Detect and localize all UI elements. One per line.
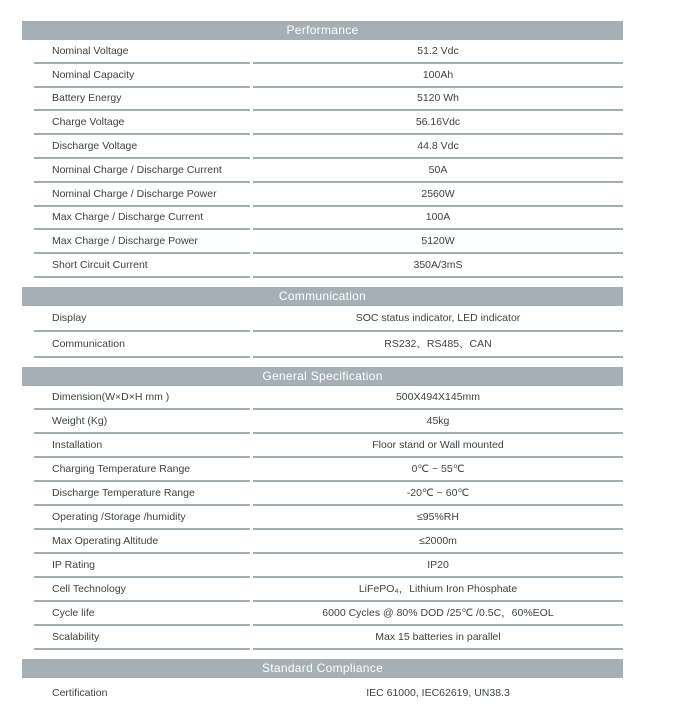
spec-value: RS232、RS485、CAN [253, 332, 623, 358]
spec-label: Discharge Voltage [34, 135, 250, 159]
spec-row [34, 530, 623, 554]
spec-row [34, 159, 623, 183]
spec-label: Scalability [34, 626, 250, 650]
spec-value: LiFePO₄，Lithium Iron Phosphate [253, 578, 623, 602]
spec-label: IP Rating [34, 554, 250, 578]
spec-row [34, 135, 623, 159]
spec-row [34, 111, 623, 135]
spec-label: Battery Energy [34, 88, 250, 112]
spec-label: Nominal Capacity [34, 64, 250, 88]
spec-row [34, 626, 623, 650]
spec-row [34, 434, 623, 458]
spec-value: 44.8 Vdc [253, 135, 623, 159]
spec-row [34, 386, 623, 410]
spec-row [34, 410, 623, 434]
spec-label: Certification [52, 686, 108, 699]
spec-label: Dimension(W×D×H mm ) [34, 386, 250, 410]
spec-value: 100Ah [253, 64, 623, 88]
spec-value: 350A/3mS [253, 254, 623, 278]
spec-value: 50A [253, 159, 623, 183]
spec-value: 100A [253, 207, 623, 231]
spec-row [34, 207, 623, 231]
spec-value: 0℃ ~ 55℃ [253, 458, 623, 482]
spec-row [34, 554, 623, 578]
spec-label: Discharge Temperature Range [34, 482, 250, 506]
spec-label: Charging Temperature Range [34, 458, 250, 482]
section-performance [0, 21, 675, 278]
spec-value: 5120W [253, 230, 623, 254]
spec-value: ≤95%RH [253, 506, 623, 530]
spec-label: Short Circuit Current [34, 254, 250, 278]
section-header: Standard Compliance [22, 659, 623, 678]
spec-value: 500X494X145mm [253, 386, 623, 410]
spec-value: ≤2000m [253, 530, 623, 554]
spec-value: Floor stand or Wall mounted [253, 434, 623, 458]
spec-label: Charge Voltage [34, 111, 250, 135]
spec-table [0, 21, 675, 708]
spec-value: SOC status indicator, LED indicator [253, 306, 623, 332]
spec-row [34, 602, 623, 626]
section-standard-compliance [0, 659, 675, 708]
spec-label: Cycle life [34, 602, 250, 626]
spec-row [34, 332, 623, 358]
spec-value: 51.2 Vdc [253, 40, 623, 64]
spec-label: Operating /Storage /humidity [34, 506, 250, 530]
spec-row [34, 458, 623, 482]
spec-value: IP20 [253, 554, 623, 578]
spec-row [34, 254, 623, 278]
spec-label: Communication [34, 332, 250, 358]
section-header: General Specification [22, 367, 623, 386]
section-general-specification [0, 367, 675, 650]
spec-label: Nominal Voltage [34, 40, 250, 64]
section-header: Communication [22, 287, 623, 306]
spec-label: Nominal Charge / Discharge Current [34, 159, 250, 183]
spec-label: Max Charge / Discharge Power [34, 230, 250, 254]
spec-row [34, 306, 623, 332]
spec-value: 6000 Cycles @ 80% DOD /25℃ /0.5C，60%EOL [253, 602, 623, 626]
spec-label: Max Charge / Discharge Current [34, 207, 250, 231]
spec-row [34, 230, 623, 254]
spec-row [34, 183, 623, 207]
spec-label: Cell Technology [34, 578, 250, 602]
spec-label: Max Operating Altitude [34, 530, 250, 554]
spec-label: Nominal Charge / Discharge Power [34, 183, 250, 207]
spec-label: Weight (Kg) [34, 410, 250, 434]
spec-row [34, 506, 623, 530]
spec-row [34, 482, 623, 506]
spec-value: -20℃ ~ 60℃ [253, 482, 623, 506]
section-communication [0, 287, 675, 358]
spec-label: Display [34, 306, 250, 332]
spec-value: 2560W [253, 183, 623, 207]
spec-row [34, 40, 623, 64]
spec-value: IEC 61000, IEC62619, UN38.3 [366, 686, 510, 699]
spec-row [34, 578, 623, 602]
section-header: Performance [22, 21, 623, 40]
spec-value: 45kg [253, 410, 623, 434]
spec-row [34, 64, 623, 88]
spec-row [34, 678, 623, 708]
spec-label: Installation [34, 434, 250, 458]
spec-value: 56.16Vdc [253, 111, 623, 135]
spec-value: 5120 Wh [253, 88, 623, 112]
spec-row [34, 88, 623, 112]
spec-value: Max 15 batteries in parallel [253, 626, 623, 650]
